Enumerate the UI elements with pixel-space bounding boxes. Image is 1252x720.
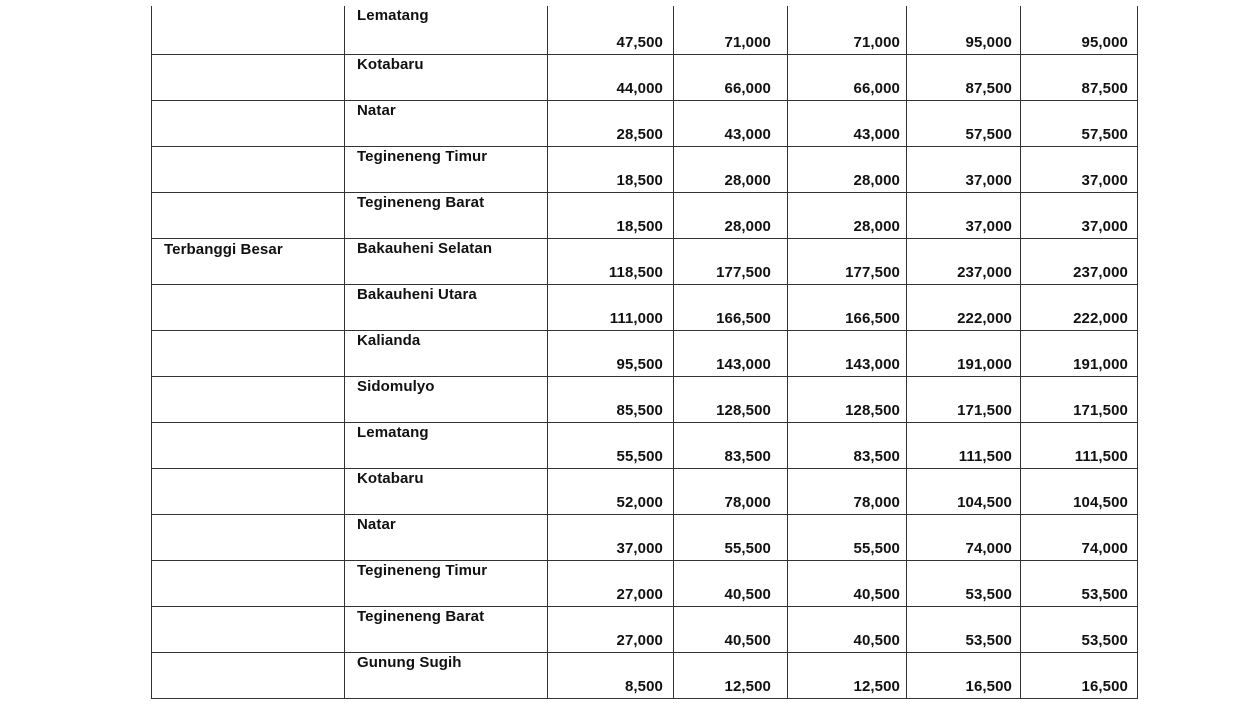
origin-gate-cell (152, 146, 345, 192)
tariff-class-2-cell: 28,000 (674, 146, 788, 192)
tariff-class-1-cell: 27,000 (548, 560, 674, 606)
table-row (152, 146, 1138, 192)
tariff-class-2-cell: 78,000 (674, 468, 788, 514)
tariff-class-2-cell: 128,500 (674, 376, 788, 422)
table-row (152, 192, 1138, 238)
tariff-class-4-cell: 53,500 (907, 606, 1021, 652)
destination-cell: Lematang (345, 422, 548, 468)
tariff-class-1-cell: 111,000 (548, 284, 674, 330)
tariff-class-3-cell: 177,500 (788, 238, 907, 284)
tariff-class-1-cell: 28,500 (548, 100, 674, 146)
tariff-class-1-cell: 8,500 (548, 652, 674, 698)
tariff-class-5-cell: 104,500 (1021, 468, 1138, 514)
destination-cell: Kotabaru (345, 54, 548, 100)
origin-gate-cell (152, 560, 345, 606)
table-row (152, 606, 1138, 652)
origin-gate-cell (152, 100, 345, 146)
tariff-class-4-cell: 104,500 (907, 468, 1021, 514)
tariff-class-3-cell: 40,500 (788, 560, 907, 606)
tariff-class-3-cell: 28,000 (788, 192, 907, 238)
destination-cell: Kotabaru (345, 468, 548, 514)
destination-cell: Natar (345, 514, 548, 560)
tariff-class-5-cell: 53,500 (1021, 606, 1138, 652)
origin-gate-cell (152, 514, 345, 560)
tariff-class-3-cell: 43,000 (788, 100, 907, 146)
tariff-class-3-cell: 40,500 (788, 606, 907, 652)
tariff-class-5-cell: 111,500 (1021, 422, 1138, 468)
tariff-class-4-cell: 191,000 (907, 330, 1021, 376)
tariff-class-5-cell: 16,500 (1021, 652, 1138, 698)
tariff-class-5-cell: 222,000 (1021, 284, 1138, 330)
tariff-class-4-cell: 237,000 (907, 238, 1021, 284)
tariff-class-2-cell: 40,500 (674, 606, 788, 652)
tariff-class-2-cell: 143,000 (674, 330, 788, 376)
tariff-class-5-cell: 53,500 (1021, 560, 1138, 606)
tariff-class-4-cell: 37,000 (907, 192, 1021, 238)
tariff-class-5-cell: 87,500 (1021, 54, 1138, 100)
tariff-class-3-cell: 78,000 (788, 468, 907, 514)
tariff-class-3-cell: 143,000 (788, 330, 907, 376)
tariff-class-3-cell: 71,000 (788, 6, 907, 54)
tariff-class-1-cell: 118,500 (548, 238, 674, 284)
tariff-class-2-cell: 43,000 (674, 100, 788, 146)
tariff-class-4-cell: 95,000 (907, 6, 1021, 54)
table-row (152, 422, 1138, 468)
tariff-class-3-cell: 28,000 (788, 146, 907, 192)
tariff-class-3-cell: 83,500 (788, 422, 907, 468)
table-row (152, 330, 1138, 376)
tariff-class-4-cell: 74,000 (907, 514, 1021, 560)
tariff-class-3-cell: 12,500 (788, 652, 907, 698)
tariff-class-2-cell: 66,000 (674, 54, 788, 100)
destination-cell: Tegineneng Timur (345, 146, 548, 192)
destination-cell: Tegineneng Barat (345, 606, 548, 652)
tariff-class-2-cell: 12,500 (674, 652, 788, 698)
tariff-class-3-cell: 66,000 (788, 54, 907, 100)
origin-gate-cell (152, 54, 345, 100)
tariff-class-1-cell: 27,000 (548, 606, 674, 652)
tariff-class-4-cell: 171,500 (907, 376, 1021, 422)
tariff-class-2-cell: 166,500 (674, 284, 788, 330)
toll-tariff-table (151, 6, 1138, 699)
tariff-class-1-cell: 44,000 (548, 54, 674, 100)
tariff-class-3-cell: 166,500 (788, 284, 907, 330)
tariff-class-1-cell: 37,000 (548, 514, 674, 560)
destination-cell: Lematang (345, 6, 548, 54)
tariff-class-4-cell: 16,500 (907, 652, 1021, 698)
destination-cell: Bakauheni Selatan (345, 238, 548, 284)
tariff-class-5-cell: 37,000 (1021, 192, 1138, 238)
destination-cell: Gunung Sugih (345, 652, 548, 698)
origin-gate-cell (152, 468, 345, 514)
tariff-class-2-cell: 83,500 (674, 422, 788, 468)
origin-gate-cell (152, 6, 345, 54)
origin-gate-cell (152, 376, 345, 422)
tariff-class-1-cell: 18,500 (548, 146, 674, 192)
tariff-class-5-cell: 57,500 (1021, 100, 1138, 146)
tariff-class-5-cell: 95,000 (1021, 6, 1138, 54)
destination-cell: Tegineneng Timur (345, 560, 548, 606)
table-row (152, 514, 1138, 560)
destination-cell: Tegineneng Barat (345, 192, 548, 238)
tariff-class-2-cell: 40,500 (674, 560, 788, 606)
tariff-class-2-cell: 71,000 (674, 6, 788, 54)
origin-gate-cell (152, 606, 345, 652)
tariff-class-4-cell: 111,500 (907, 422, 1021, 468)
tariff-class-5-cell: 37,000 (1021, 146, 1138, 192)
table-row (152, 560, 1138, 606)
tariff-class-3-cell: 128,500 (788, 376, 907, 422)
table-row (152, 376, 1138, 422)
tariff-class-4-cell: 57,500 (907, 100, 1021, 146)
tariff-class-2-cell: 177,500 (674, 238, 788, 284)
tariff-class-5-cell: 74,000 (1021, 514, 1138, 560)
tariff-class-5-cell: 237,000 (1021, 238, 1138, 284)
tariff-class-1-cell: 47,500 (548, 6, 674, 54)
origin-gate-cell (152, 652, 345, 698)
destination-cell: Natar (345, 100, 548, 146)
destination-cell: Sidomulyo (345, 376, 548, 422)
tariff-class-4-cell: 37,000 (907, 146, 1021, 192)
origin-gate-cell: Terbanggi Besar (152, 238, 345, 284)
tariff-class-1-cell: 55,500 (548, 422, 674, 468)
table-row (152, 238, 1138, 284)
table-row (152, 284, 1138, 330)
destination-cell: Bakauheni Utara (345, 284, 548, 330)
tariff-class-5-cell: 191,000 (1021, 330, 1138, 376)
tariff-class-4-cell: 222,000 (907, 284, 1021, 330)
tariff-class-1-cell: 18,500 (548, 192, 674, 238)
origin-gate-cell (152, 330, 345, 376)
table-row (152, 6, 1138, 54)
origin-gate-cell (152, 422, 345, 468)
tariff-class-4-cell: 87,500 (907, 54, 1021, 100)
table-row (152, 468, 1138, 514)
origin-gate-cell (152, 284, 345, 330)
tariff-class-5-cell: 171,500 (1021, 376, 1138, 422)
tariff-class-2-cell: 55,500 (674, 514, 788, 560)
table-row (152, 100, 1138, 146)
destination-cell: Kalianda (345, 330, 548, 376)
table-row (152, 54, 1138, 100)
tariff-class-1-cell: 85,500 (548, 376, 674, 422)
tariff-class-1-cell: 52,000 (548, 468, 674, 514)
tariff-class-1-cell: 95,500 (548, 330, 674, 376)
origin-gate-cell (152, 192, 345, 238)
tariff-class-4-cell: 53,500 (907, 560, 1021, 606)
tariff-class-2-cell: 28,000 (674, 192, 788, 238)
tariff-class-3-cell: 55,500 (788, 514, 907, 560)
table-body (152, 6, 1138, 698)
table-row (152, 652, 1138, 698)
